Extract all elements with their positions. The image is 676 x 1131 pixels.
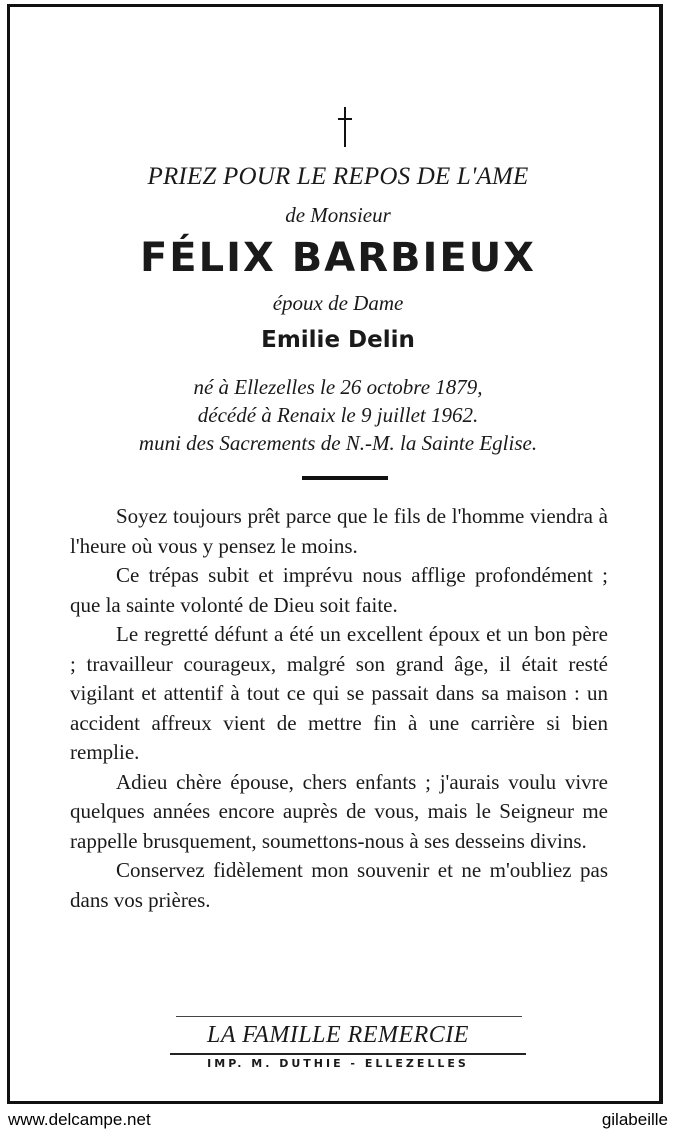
monsieur-line: de Monsieur (285, 203, 391, 227)
body-text (70, 502, 608, 915)
divider (176, 1016, 522, 1017)
death-line: décédé à Renaix le 9 juillet 1962. (197, 403, 479, 427)
paragraph: Ce trépas subit et imprévu nous afflige profondément ; que la sainte volonté de Dieu soit faite. (70, 563, 608, 617)
deceased-name: FÉLIX BARBIEUX (139, 235, 537, 281)
birth-line: né à Ellezelles le 26 octobre 1879, (193, 375, 483, 399)
printer-credit: IMP. M. DUTHIE - ELLEZELLES (207, 1057, 469, 1070)
spouse-intro: époux de Dame (272, 291, 404, 315)
divider (302, 476, 388, 480)
spouse-name: Emilie Delin (261, 327, 415, 353)
paragraph: Adieu chère épouse, chers enfants ; j'aurais voulu vivre quelques années encore auprès de vous, mais le Seigneur me rappelle brusquement, soumettons-nous à ses desseins divins. (70, 769, 608, 853)
watermark-right: gilabeille (601, 1110, 668, 1129)
watermark-left: www.delcampe.net (8, 1110, 151, 1129)
life-dates (10, 373, 666, 457)
paragraph: Le regretté défunt a été un excellent époux et un bon père ; travailleur courageux, malgré son grand âge, il était resté vigilant et attentif à tout ce qui se passait dans sa maison : un accident affreux vient de mettre fin à une carrière si bien remplie. (70, 622, 608, 764)
paragraph: Conservez fidèlement mon souvenir et ne m'oubliez pas dans vos prières. (70, 858, 608, 912)
prayer-heading: PRIEZ POUR LE REPOS DE L'AME (147, 163, 529, 190)
family-thanks: LA FAMILLE REMERCIE (207, 1022, 469, 1048)
paragraph: Soyez toujours prêt parce que le fils de l'homme viendra à l'heure où vous y pensez le moins. (70, 504, 608, 558)
sacraments-line: muni des Sacrements de N.-M. la Sainte Eglise. (138, 431, 538, 455)
memorial-card (7, 4, 663, 1104)
divider (170, 1053, 526, 1055)
cross-icon (338, 107, 352, 147)
